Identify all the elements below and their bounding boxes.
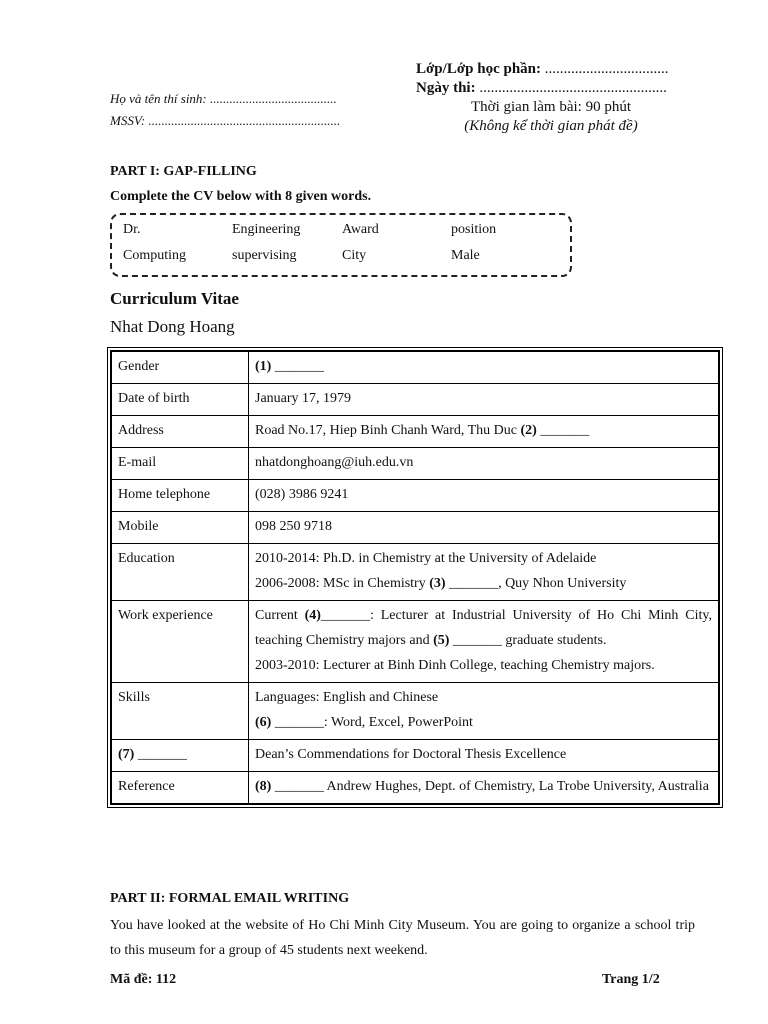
gap-blank: _______ — [134, 747, 187, 762]
word-item: position — [451, 222, 497, 237]
duration: Thời gian làm bài: 90 phút — [471, 99, 631, 115]
education-text: _______, Quy Nhon University — [445, 576, 627, 591]
part1-title: PART I: GAP-FILLING — [110, 164, 257, 179]
cv-table — [107, 347, 723, 808]
row-label: Date of birth — [112, 384, 249, 416]
cv-name: Nhat Dong Hoang — [110, 317, 235, 336]
word-item: Dr. — [123, 222, 141, 237]
table-row — [112, 448, 719, 480]
part1-instruction: Complete the CV below with 8 given words. — [110, 189, 372, 204]
gap-number: (5) — [433, 633, 450, 648]
date-line — [416, 79, 716, 98]
address-text: Road No.17, Hiep Binh Chanh Ward, Thu Duc — [255, 423, 521, 438]
table-row — [112, 480, 719, 512]
row-value — [249, 683, 719, 740]
table-row — [112, 512, 719, 544]
row-value: nhatdonghoang@iuh.edu.vn — [249, 448, 719, 480]
row-label: Work experience — [112, 601, 249, 683]
gap-blank: _______ — [271, 359, 324, 374]
row-label: Gender — [112, 352, 249, 384]
work-line-1 — [255, 603, 712, 653]
gap-number: (1) — [255, 359, 272, 374]
row-label: E-mail — [112, 448, 249, 480]
table-row — [112, 384, 719, 416]
table-row — [112, 740, 719, 772]
row-value — [249, 601, 719, 683]
work-text: _______ graduate students. — [449, 633, 607, 648]
word-item: Award — [342, 222, 379, 237]
exam-code: Mã đề: 112 — [110, 972, 177, 987]
work-text: Current — [255, 608, 305, 623]
row-label: Reference — [112, 772, 249, 804]
row-label: Address — [112, 416, 249, 448]
gap-number: (3) — [429, 576, 446, 591]
row-label — [112, 740, 249, 772]
word-item: Computing — [123, 248, 187, 263]
date-dots: .................................................. — [475, 80, 667, 96]
row-label: Skills — [112, 683, 249, 740]
table-row — [112, 416, 719, 448]
class-line — [416, 60, 716, 79]
table-row — [112, 544, 719, 601]
table-row — [112, 352, 719, 384]
education-line-1: 2010-2014: Ph.D. in Chemistry at the University of Adelaide — [255, 551, 597, 566]
gap-blank: _______ — [536, 423, 590, 438]
word-box — [110, 213, 572, 277]
class-dots: ................................. — [541, 61, 669, 77]
row-value — [249, 416, 719, 448]
word-item: supervising — [232, 248, 297, 263]
gap-number: (8) — [255, 779, 272, 794]
gap-number: (7) — [118, 747, 135, 762]
skills-line-2 — [255, 710, 712, 735]
student-name-line: Họ và tên thí sinh: ....................................... — [110, 91, 337, 106]
word-item: Male — [451, 248, 480, 263]
part2-title: PART II: FORMAL EMAIL WRITING — [110, 891, 350, 906]
row-value — [249, 544, 719, 601]
table-row — [112, 683, 719, 740]
gap-number: (6) — [255, 715, 272, 730]
student-info — [110, 88, 340, 132]
work-line-2: 2003-2010: Lecturer at Binh Dinh College, teaching Chemistry majors. — [255, 658, 655, 673]
row-value — [249, 352, 719, 384]
table-row — [112, 601, 719, 683]
skills-line-1: Languages: English and Chinese — [255, 690, 439, 705]
gap-number: (2) — [520, 423, 537, 438]
row-label: Mobile — [112, 512, 249, 544]
word-item: Engineering — [232, 222, 301, 237]
skills-text: _______: Word, Excel, PowerPoint — [271, 715, 473, 730]
exam-header — [416, 60, 716, 136]
row-value: 098 250 9718 — [249, 512, 719, 544]
gap-number: (4) — [304, 608, 321, 623]
page-number: Trang 1/2 — [602, 972, 660, 987]
work-text: _______: Lecturer at Industrial University of Ho Chi Minh City, teaching Chemistry majors and — [255, 608, 712, 648]
row-label: Home telephone — [112, 480, 249, 512]
class-label: Lớp/Lớp học phần: — [416, 61, 541, 77]
row-value: January 17, 1979 — [249, 384, 719, 416]
row-value — [249, 772, 719, 804]
part2-text: You have looked at the website of Ho Chi Minh City Museum. You are going to organize a school trip to this museum for a group of 45 students next weekend. — [110, 918, 695, 958]
table-row — [112, 772, 719, 804]
duration-note: (Không kể thời gian phát đề) — [464, 118, 638, 134]
word-item: City — [342, 248, 367, 263]
education-text: 2006-2008: MSc in Chemistry — [255, 576, 430, 591]
row-label: Education — [112, 544, 249, 601]
cv-title: Curriculum Vitae — [110, 289, 239, 308]
row-value: Dean’s Commendations for Doctoral Thesis Excellence — [249, 740, 719, 772]
row-value: (028) 3986 9241 — [249, 480, 719, 512]
reference-text: _______ Andrew Hughes, Dept. of Chemistry, La Trobe University, Australia — [271, 779, 709, 794]
student-id-line: MSSV: ........................................................... — [110, 113, 341, 128]
date-label: Ngày thi: — [416, 80, 476, 96]
education-line-2 — [255, 571, 712, 596]
